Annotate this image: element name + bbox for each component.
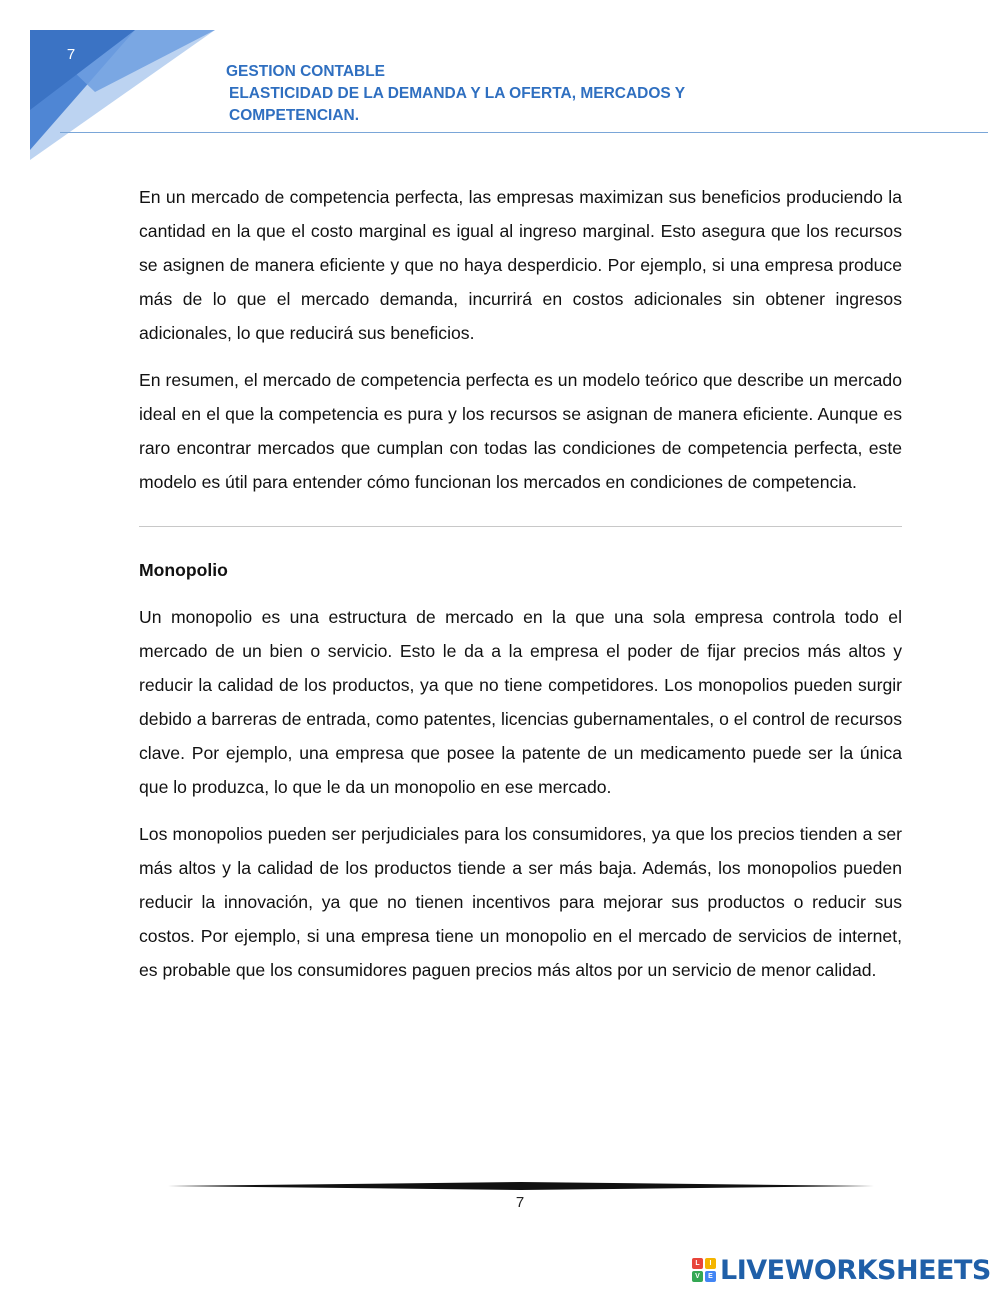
section-heading: Monopolio <box>139 560 228 580</box>
paragraph: En resumen, el mercado de competencia perfecta es un modelo teórico que describe un mercado ideal en el que la competencia es pura y los recursos se asignan de manera eficiente. Aunque es raro encontrar mercados que cumplan con todas las condiciones de competencia perfecta, este modelo es útil para entender cómo funcionan los mercados en condiciones de competencia. <box>139 370 902 492</box>
brand-name: LIVEWORKSHEETS <box>720 1254 991 1286</box>
liveworksheets-logo-icon <box>692 1258 716 1282</box>
header-topic-line1: ELASTICIDAD DE LA DEMANDA Y LA OFERTA, MERCADOS Y <box>229 85 686 102</box>
paragraph: En un mercado de competencia perfecta, las empresas maximizan sus beneficios produciendo la cantidad en la que el costo marginal es igual al ingreso marginal. Esto asegura que los recursos se asignen de manera eficiente y que no haya desperdicio. Por ejemplo, si una empresa produce más de lo que el mercado demanda, incurrirá en costos adicionales sin obtener ingresos adicionales, lo que reducirá sus beneficios. <box>139 187 902 343</box>
liveworksheets-brand <box>692 1255 991 1285</box>
header-course: GESTION CONTABLE <box>226 63 386 80</box>
paragraph: Los monopolios pueden ser perjudiciales para los consumidores, ya que los precios tienden a ser más altos y la calidad de los productos tiende a ser más baja. Además, los monopolios pueden reducir la innovación, ya que no tienen incentivos para mejorar sus productos o reducir sus costos. Por ejemplo, si una empresa tiene un monopolio en el mercado de servicios de internet, es probable que los consumidores paguen precios más altos por un servicio de menor calidad. <box>139 824 902 980</box>
section-divider <box>139 526 902 527</box>
footer-page-number: 7 <box>515 1194 525 1211</box>
paragraph: Un monopolio es una estructura de mercado en la que una sola empresa controla todo el mercado de un bien o servicio. Esto le da a la empresa el poder de fijar precios más altos y reducir la calidad de los productos, ya que no tiene competidores. Los monopolios pueden surgir debido a barreras de entrada, como patentes, licencias gubernamentales, o el control de recursos clave. Por ejemplo, una empresa que posee la patente de un medicamento puede ser la única que lo produzca, lo que le da un monopolio en ese mercado. <box>139 607 902 797</box>
header-topic-line2: COMPETENCIAN. <box>229 107 360 124</box>
logo-letter: E <box>705 1271 716 1282</box>
footer-rule <box>168 1181 874 1191</box>
header-page-number: 7 <box>66 46 76 63</box>
header-rule <box>60 132 988 133</box>
logo-letter: I <box>705 1258 716 1269</box>
logo-letter: L <box>692 1258 703 1269</box>
header-corner-decoration <box>0 0 240 170</box>
logo-letter: V <box>692 1271 703 1282</box>
header-title <box>226 61 926 127</box>
document-body <box>139 180 902 1000</box>
